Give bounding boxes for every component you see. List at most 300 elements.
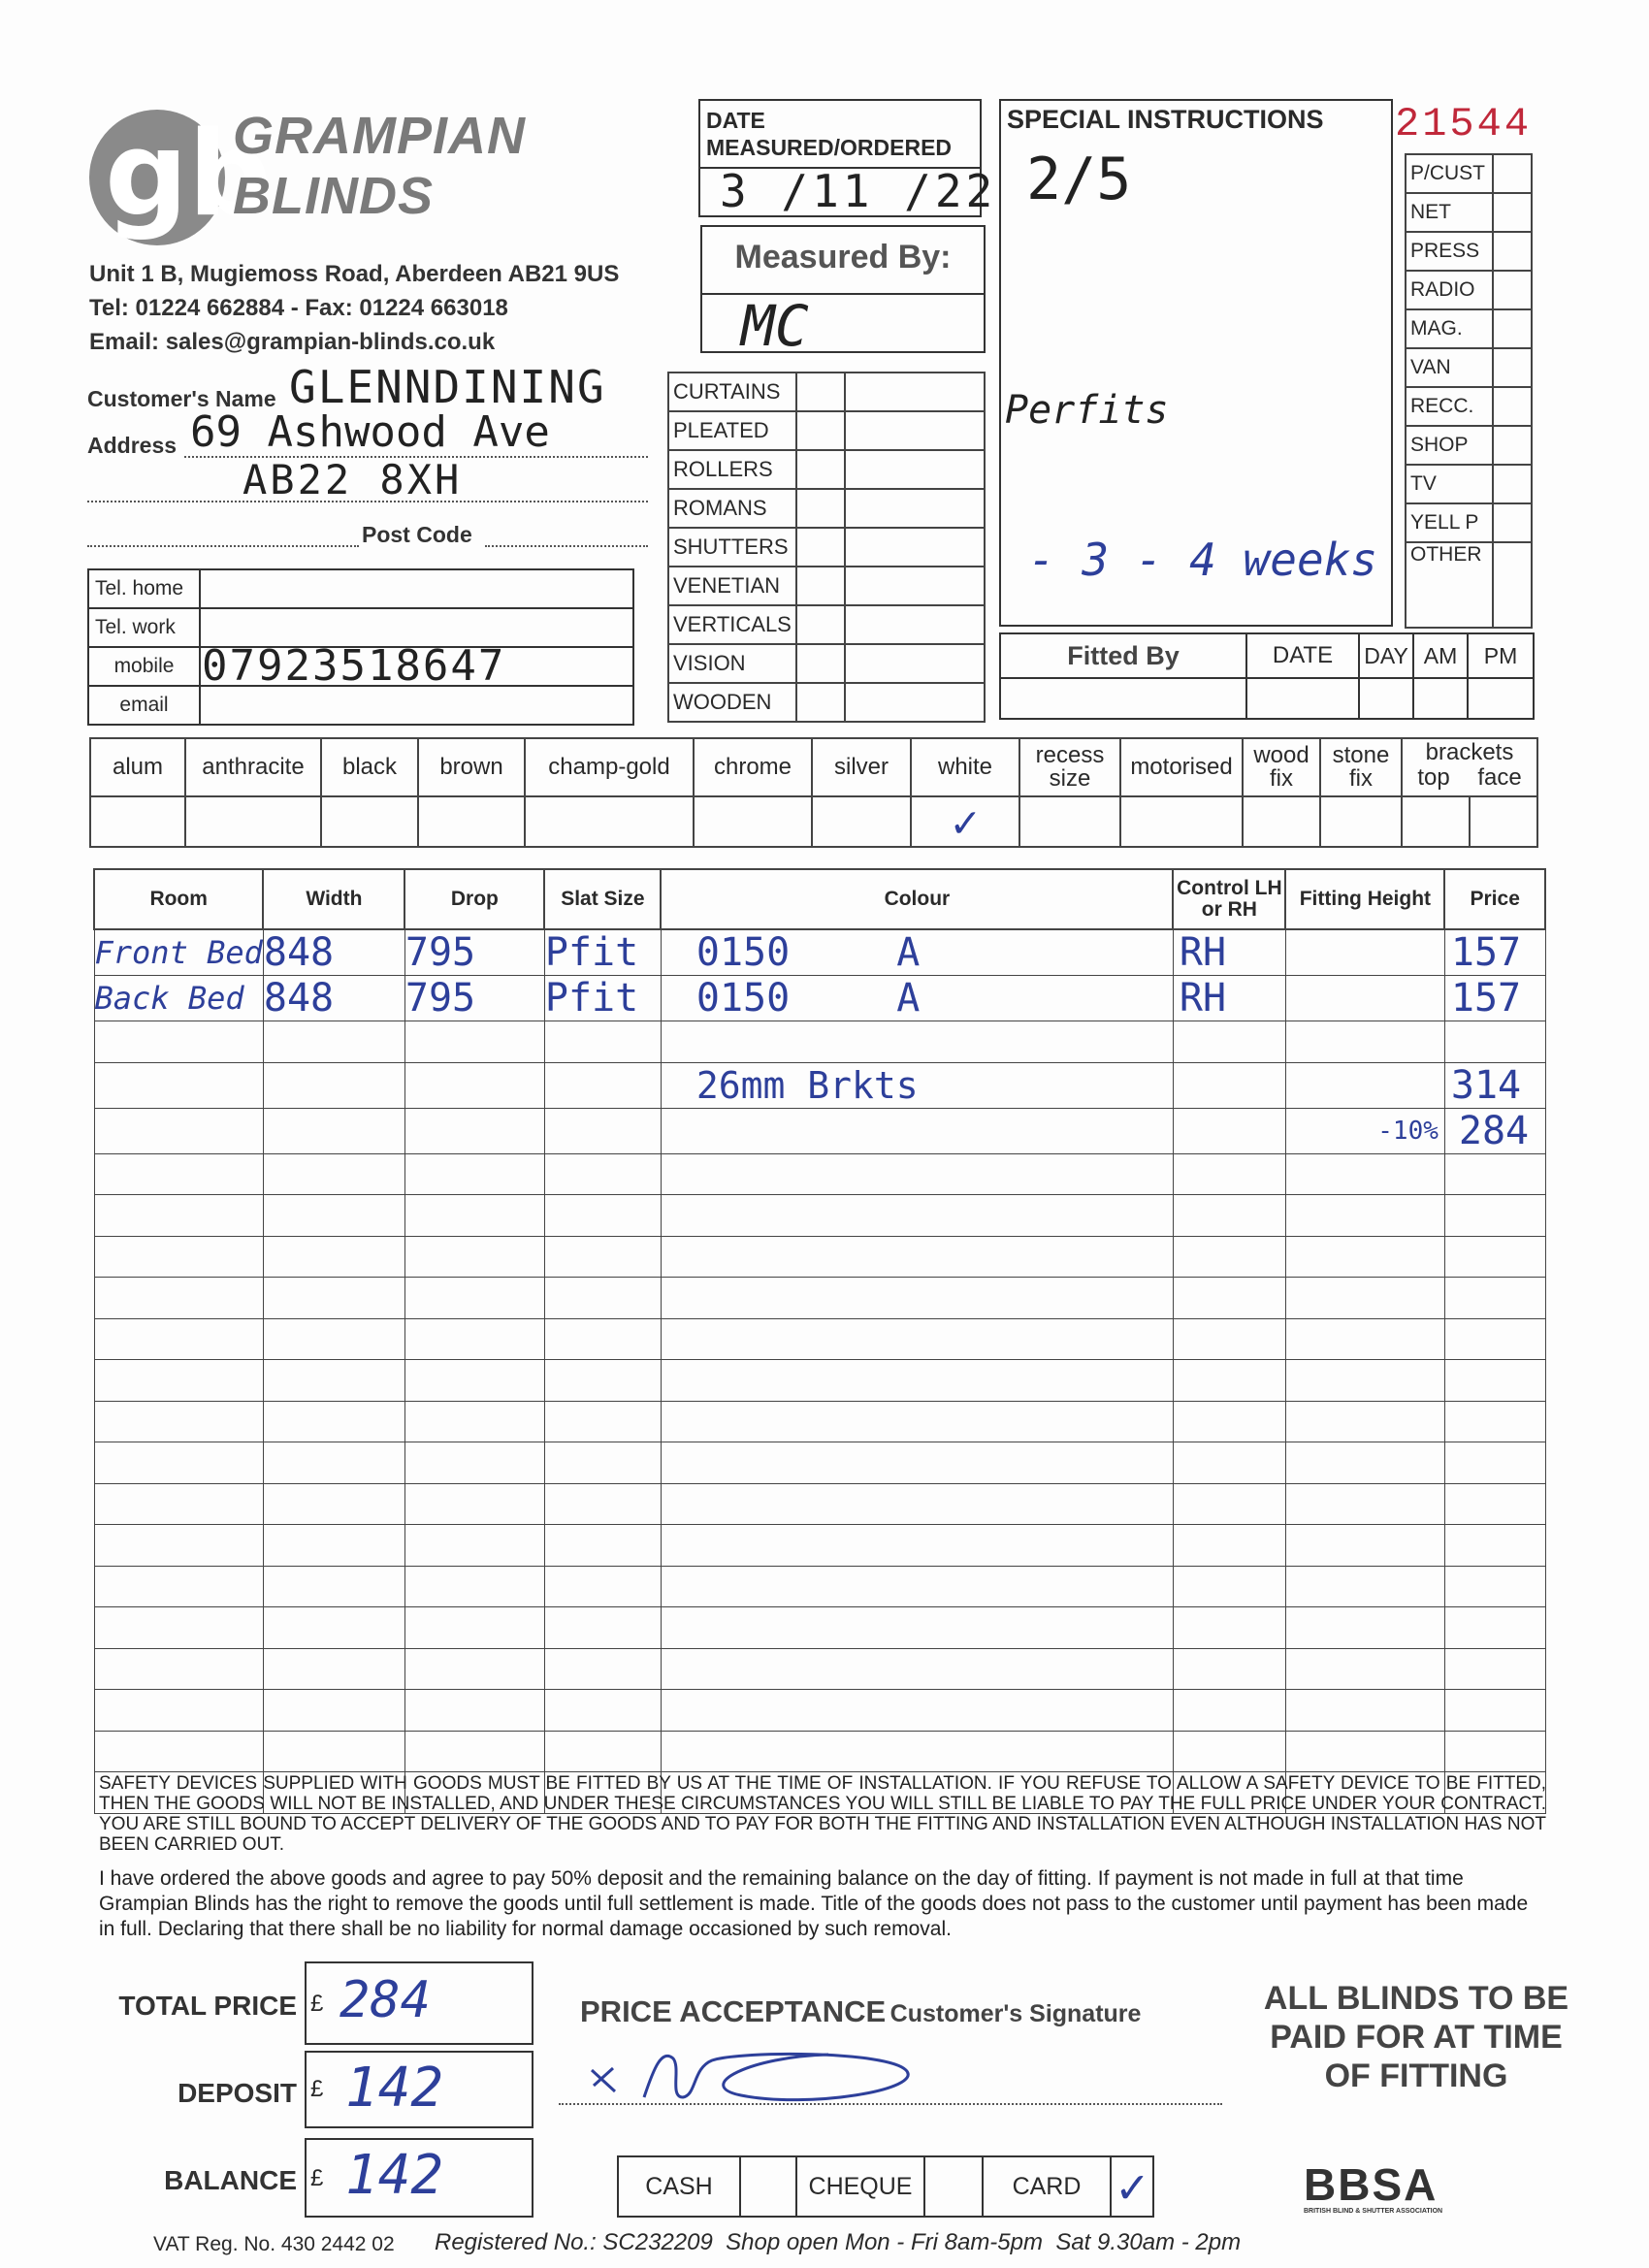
- cell-slat[interactable]: [544, 1690, 661, 1732]
- opt-brackets: [1402, 738, 1537, 796]
- cell-width[interactable]: [263, 1566, 404, 1607]
- source-check[interactable]: [1493, 309, 1532, 348]
- cell-colour[interactable]: [661, 1442, 1173, 1484]
- cell-drop[interactable]: [404, 1648, 544, 1690]
- cell-drop[interactable]: [404, 1690, 544, 1732]
- cell-width[interactable]: [263, 1360, 404, 1402]
- cell-drop[interactable]: [404, 1278, 544, 1319]
- table-row: [94, 1566, 1545, 1607]
- cell-width[interactable]: [263, 1731, 404, 1772]
- opt-motorised-check[interactable]: [1120, 796, 1243, 847]
- cell-price[interactable]: [1444, 1731, 1545, 1772]
- cell-width[interactable]: [263, 1690, 404, 1732]
- source-check[interactable]: [1493, 348, 1532, 387]
- table-row: [94, 1442, 1545, 1484]
- fitted-date-field[interactable]: [1246, 678, 1359, 719]
- source-check[interactable]: [1493, 503, 1532, 542]
- cell-colour[interactable]: [661, 1108, 1173, 1153]
- cell-colour[interactable]: [661, 1731, 1173, 1772]
- cell-drop[interactable]: [404, 1525, 544, 1567]
- cell-width[interactable]: [263, 1236, 404, 1278]
- logo-letters: gb: [105, 108, 272, 243]
- source-row: [1406, 154, 1532, 193]
- cell-slat[interactable]: [544, 1442, 661, 1484]
- cell-fitting[interactable]: -10%: [1285, 1108, 1444, 1153]
- cheque-check[interactable]: [924, 2156, 983, 2217]
- blind-type-label: ROLLERS: [668, 450, 796, 489]
- payment-notice: ALL BLINDS TO BE PAID FOR AT TIME OF FITTING: [1263, 1980, 1569, 2094]
- cell-fitting[interactable]: [1285, 1278, 1444, 1319]
- cell-drop[interactable]: 795: [404, 929, 544, 976]
- source-label: RECC.: [1406, 387, 1493, 426]
- cell-drop[interactable]: [404, 1731, 544, 1772]
- cell-slat[interactable]: [544, 1401, 661, 1442]
- cell-slat[interactable]: [544, 1731, 661, 1772]
- col-fitting-height: Fitting Height: [1285, 869, 1444, 929]
- cell-price[interactable]: 157: [1444, 929, 1545, 976]
- cell-slat[interactable]: [544, 1195, 661, 1237]
- cell-colour-code: A: [896, 930, 921, 975]
- cell-width[interactable]: [263, 1278, 404, 1319]
- source-row: [1406, 348, 1532, 387]
- blind-type-table: [667, 372, 986, 723]
- cell-drop[interactable]: [404, 1607, 544, 1649]
- opt-white-check[interactable]: ✓: [911, 796, 1019, 847]
- cell-drop[interactable]: [404, 1021, 544, 1063]
- cell-width[interactable]: [263, 1062, 404, 1108]
- cell-control[interactable]: [1173, 1318, 1285, 1360]
- blind-type-check[interactable]: [796, 567, 845, 605]
- cell-control[interactable]: [1173, 1566, 1285, 1607]
- company-logo: [89, 105, 535, 250]
- table-row: [94, 1021, 1545, 1063]
- cell-width[interactable]: [263, 1483, 404, 1525]
- blind-type-notes[interactable]: [845, 411, 985, 450]
- cell-control[interactable]: [1173, 1483, 1285, 1525]
- col-room: Room: [94, 869, 263, 929]
- blind-type-row: [668, 683, 985, 722]
- company-phone-fax: Tel: 01224 662884 - Fax: 01224 663018: [89, 295, 508, 321]
- cell-room[interactable]: [94, 1690, 263, 1732]
- opt-silver: silver: [812, 738, 911, 796]
- source-label: RADIO: [1406, 271, 1493, 309]
- source-check[interactable]: [1493, 542, 1532, 628]
- blind-type-notes[interactable]: [845, 567, 985, 605]
- source-label: VAN: [1406, 348, 1493, 387]
- cell-room[interactable]: [94, 1525, 263, 1567]
- opt-black-check[interactable]: [321, 796, 418, 847]
- cell-room[interactable]: [94, 1062, 263, 1108]
- cash-check[interactable]: [740, 2156, 796, 2217]
- table-row: [94, 1195, 1545, 1237]
- cell-slat[interactable]: Pfit: [544, 929, 661, 976]
- cell-drop[interactable]: [404, 1483, 544, 1525]
- cheque-label: CHEQUE: [796, 2156, 924, 2217]
- cell-price[interactable]: [1444, 1236, 1545, 1278]
- bbsa-text: BBSA: [1304, 2159, 1439, 2210]
- blind-type-check[interactable]: [796, 528, 845, 567]
- cell-drop[interactable]: [404, 1153, 544, 1195]
- email-label: email: [88, 686, 200, 725]
- blind-type-check[interactable]: [796, 450, 845, 489]
- cell-colour[interactable]: [661, 929, 1173, 976]
- special-instructions-line2[interactable]: Perfits: [1005, 388, 1169, 433]
- cell-slat[interactable]: [544, 1153, 661, 1195]
- cell-drop[interactable]: [404, 1236, 544, 1278]
- balance-label: BALANCE: [164, 2165, 297, 2195]
- cell-fitting[interactable]: [1285, 1731, 1444, 1772]
- cell-width[interactable]: [263, 1607, 404, 1649]
- price-acceptance-label: PRICE ACCEPTANCE: [580, 1994, 887, 2028]
- cell-fitting[interactable]: [1285, 1648, 1444, 1690]
- cell-colour[interactable]: [661, 1690, 1173, 1732]
- opt-brackets-top: top: [1417, 764, 1450, 791]
- agreement-terms: I have ordered the above goods and agree to pay 50% deposit and the remaining balance on the day of fitting. If payment is not made in full at that time Grampian Blinds has the right to remove the goods until full settlement is made. Title of the goods does not pass to the customer until payment has been made in full. Declaring that there shall be no liability for normal damage occasioned by such removal.: [99, 1867, 1529, 1940]
- total-price-label: TOTAL PRICE: [118, 1991, 297, 2021]
- cell-fitting[interactable]: [1285, 1195, 1444, 1237]
- cell-control[interactable]: RH: [1173, 976, 1285, 1021]
- opt-wood-fix-check[interactable]: [1243, 796, 1320, 847]
- deposit-box[interactable]: [305, 2051, 534, 2128]
- source-row: [1406, 465, 1532, 503]
- email-field[interactable]: [200, 686, 633, 725]
- cell-room[interactable]: [94, 1108, 263, 1153]
- cell-room[interactable]: [94, 1236, 263, 1278]
- cell-fitting[interactable]: [1285, 976, 1444, 1021]
- cell-room[interactable]: [94, 1021, 263, 1063]
- cell-colour[interactable]: [661, 1236, 1173, 1278]
- cell-price[interactable]: [1444, 1278, 1545, 1319]
- opt-anthracite-check[interactable]: [185, 796, 321, 847]
- cell-room[interactable]: [94, 1566, 263, 1607]
- cell-fitting[interactable]: [1285, 1483, 1444, 1525]
- cell-room[interactable]: [94, 1648, 263, 1690]
- opt-brackets-face: face: [1477, 764, 1522, 791]
- blind-type-row: [668, 567, 985, 605]
- cell-price[interactable]: [1444, 1566, 1545, 1607]
- cell-drop[interactable]: [404, 1062, 544, 1108]
- cell-drop[interactable]: [404, 1360, 544, 1402]
- blind-type-notes[interactable]: [845, 489, 985, 528]
- date-label: DATE MEASURED/ORDERED: [706, 108, 953, 160]
- blind-type-row: [668, 450, 985, 489]
- table-row: [94, 1318, 1545, 1360]
- special-instructions-line3[interactable]: - 3 - 4 weeks: [1028, 534, 1378, 586]
- cell-slat[interactable]: [544, 1278, 661, 1319]
- cell-control[interactable]: [1173, 1153, 1285, 1195]
- opt-recess-check[interactable]: [1019, 796, 1120, 847]
- fitted-by-field[interactable]: [1000, 678, 1246, 719]
- cell-drop[interactable]: [404, 1401, 544, 1442]
- tel-work-label: Tel. work: [88, 608, 200, 647]
- cell-slat[interactable]: [544, 1108, 661, 1153]
- opt-stone-fix-check[interactable]: [1320, 796, 1402, 847]
- blind-type-check[interactable]: [796, 489, 845, 528]
- phone-table: [87, 568, 634, 726]
- total-price-box[interactable]: [305, 1961, 534, 2045]
- cell-control[interactable]: [1173, 1062, 1285, 1108]
- date-value[interactable]: 3 /11 /22: [720, 165, 997, 217]
- cell-width[interactable]: [263, 1648, 404, 1690]
- source-row: [1406, 542, 1532, 628]
- cell-width[interactable]: 848: [263, 929, 404, 976]
- cell-slat[interactable]: [544, 1062, 661, 1108]
- cell-room[interactable]: [94, 1278, 263, 1319]
- blind-type-check[interactable]: [796, 411, 845, 450]
- cell-room[interactable]: [94, 1318, 263, 1360]
- cell-control[interactable]: [1173, 1648, 1285, 1690]
- cell-width[interactable]: [263, 1318, 404, 1360]
- source-check[interactable]: [1493, 193, 1532, 232]
- balance-box[interactable]: [305, 2138, 534, 2218]
- cell-width[interactable]: [263, 1525, 404, 1567]
- cell-slat[interactable]: [544, 1360, 661, 1402]
- blind-type-notes[interactable]: [845, 644, 985, 683]
- postcode-label: Post Code: [362, 522, 472, 547]
- cell-slat[interactable]: [544, 1607, 661, 1649]
- source-label: OTHER: [1406, 542, 1493, 628]
- cell-slat[interactable]: [544, 1236, 661, 1278]
- opt-alum: alum: [90, 738, 185, 796]
- cell-room[interactable]: [94, 1153, 263, 1195]
- cell-colour[interactable]: [661, 1483, 1173, 1525]
- fitted-date-label: DATE: [1246, 633, 1359, 678]
- fitted-am-field[interactable]: [1413, 678, 1468, 719]
- cell-colour[interactable]: [661, 1566, 1173, 1607]
- blind-type-notes[interactable]: [845, 373, 985, 411]
- measured-by-box: [700, 225, 986, 359]
- address-line1[interactable]: 69 Ashwood Ave: [190, 407, 550, 457]
- blind-type-notes[interactable]: [845, 683, 985, 722]
- cell-colour[interactable]: [661, 1648, 1173, 1690]
- cell-width[interactable]: [263, 1195, 404, 1237]
- cell-price[interactable]: 314: [1444, 1062, 1545, 1108]
- cell-fitting[interactable]: [1285, 1153, 1444, 1195]
- opt-brackets-top-check[interactable]: [1402, 796, 1470, 847]
- opt-chrome-check[interactable]: [694, 796, 812, 847]
- cell-slat[interactable]: [544, 1525, 661, 1567]
- cell-room[interactable]: [94, 1195, 263, 1237]
- blind-type-row: [668, 373, 985, 411]
- card-check[interactable]: ✓: [1111, 2156, 1153, 2217]
- opt-white: white: [911, 738, 1019, 796]
- special-instructions-box: [999, 99, 1393, 627]
- cell-room[interactable]: [94, 1442, 263, 1484]
- cell-fitting[interactable]: [1285, 1318, 1444, 1360]
- cell-drop[interactable]: 795: [404, 976, 544, 1021]
- fitted-day-field[interactable]: [1359, 678, 1413, 719]
- cell-price[interactable]: [1444, 1525, 1545, 1567]
- cell-price[interactable]: [1444, 1360, 1545, 1402]
- cell-width[interactable]: [263, 1021, 404, 1063]
- cell-price[interactable]: 157: [1444, 976, 1545, 1021]
- customer-name-label: Customer's Name: [87, 386, 276, 411]
- cell-room[interactable]: [94, 1483, 263, 1525]
- address-line2[interactable]: AB22 8XH: [242, 456, 463, 503]
- cell-fitting[interactable]: [1285, 1607, 1444, 1649]
- cell-price[interactable]: [1444, 1195, 1545, 1237]
- cell-room[interactable]: [94, 1360, 263, 1402]
- date-box: [698, 99, 997, 217]
- cell-control[interactable]: [1173, 1236, 1285, 1278]
- cell-control[interactable]: [1173, 1607, 1285, 1649]
- cell-slat[interactable]: [544, 1566, 661, 1607]
- cell-fitting[interactable]: [1285, 1566, 1444, 1607]
- blind-type-check[interactable]: [796, 605, 845, 644]
- table-row: [94, 1278, 1545, 1319]
- cell-colour[interactable]: [661, 1278, 1173, 1319]
- cell-slat[interactable]: Pfit: [544, 976, 661, 1021]
- col-price: Price: [1444, 869, 1545, 929]
- source-check[interactable]: [1493, 154, 1532, 193]
- cell-control[interactable]: [1173, 1731, 1285, 1772]
- source-check[interactable]: [1493, 271, 1532, 309]
- cell-drop[interactable]: [404, 1108, 544, 1153]
- customer-name-value[interactable]: GLENNDINING: [289, 361, 606, 413]
- blind-type-row: [668, 528, 985, 567]
- cell-room[interactable]: Front Bed: [94, 929, 263, 976]
- source-check[interactable]: [1493, 387, 1532, 426]
- cell-control[interactable]: [1173, 1401, 1285, 1442]
- tel-home-field[interactable]: [200, 569, 633, 608]
- cell-control[interactable]: [1173, 1690, 1285, 1732]
- cell-fitting[interactable]: [1285, 1236, 1444, 1278]
- cell-control[interactable]: [1173, 1278, 1285, 1319]
- cell-fitting[interactable]: [1285, 1442, 1444, 1484]
- cell-control[interactable]: [1173, 1360, 1285, 1402]
- source-label: PRESS: [1406, 232, 1493, 271]
- cell-price[interactable]: [1444, 1401, 1545, 1442]
- measured-by-value[interactable]: MC: [741, 293, 809, 359]
- source-check[interactable]: [1493, 465, 1532, 503]
- blind-type-notes[interactable]: [845, 528, 985, 567]
- source-check[interactable]: [1493, 232, 1532, 271]
- opt-champ-gold-check[interactable]: [525, 796, 694, 847]
- cell-width[interactable]: [263, 1442, 404, 1484]
- cell-price[interactable]: [1444, 1318, 1545, 1360]
- cell-fitting[interactable]: [1285, 1525, 1444, 1567]
- opt-brown-check[interactable]: [418, 796, 525, 847]
- cell-control[interactable]: [1173, 1195, 1285, 1237]
- mobile-value[interactable]: 07923518647: [200, 647, 633, 686]
- source-row: [1406, 387, 1532, 426]
- cell-drop[interactable]: [404, 1442, 544, 1484]
- table-row: [94, 929, 1545, 976]
- mobile-label: mobile: [88, 647, 200, 686]
- cell-fitting[interactable]: [1285, 929, 1444, 976]
- cell-price[interactable]: [1444, 1483, 1545, 1525]
- cell-colour[interactable]: [661, 1360, 1173, 1402]
- cell-room[interactable]: [94, 1731, 263, 1772]
- balance-value[interactable]: 142: [345, 2144, 444, 2207]
- cell-control[interactable]: RH: [1173, 929, 1285, 976]
- source-table: [1405, 153, 1533, 629]
- table-row: [94, 1607, 1545, 1649]
- blind-type-label: WOODEN: [668, 683, 796, 722]
- table-row: [94, 1236, 1545, 1278]
- opt-brackets-face-check[interactable]: [1470, 796, 1537, 847]
- cell-colour[interactable]: [661, 976, 1173, 1021]
- opt-alum-check[interactable]: [90, 796, 185, 847]
- cell-fitting[interactable]: [1285, 1021, 1444, 1063]
- cash-label: CASH: [618, 2156, 740, 2217]
- cell-slat[interactable]: [544, 1021, 661, 1063]
- special-instructions-line1[interactable]: 2/5: [1026, 146, 1132, 213]
- source-label: MAG.: [1406, 309, 1493, 348]
- deposit-value[interactable]: 142: [345, 2057, 444, 2120]
- cell-price[interactable]: [1444, 1607, 1545, 1649]
- cell-fitting[interactable]: [1285, 1401, 1444, 1442]
- cell-drop[interactable]: [404, 1318, 544, 1360]
- cell-width[interactable]: [263, 1153, 404, 1195]
- cell-colour[interactable]: [661, 1318, 1173, 1360]
- blind-type-notes[interactable]: [845, 450, 985, 489]
- cell-price[interactable]: [1444, 1690, 1545, 1732]
- total-price-value[interactable]: 284: [340, 1971, 431, 2029]
- fitted-am-label: AM: [1413, 633, 1468, 678]
- company-email: Email: sales@grampian-blinds.co.uk: [89, 329, 496, 355]
- source-row: [1406, 232, 1532, 271]
- opt-brackets-label: brackets: [1425, 739, 1514, 765]
- cell-room[interactable]: [94, 1401, 263, 1442]
- company-contact: [89, 257, 671, 359]
- cell-slat[interactable]: [544, 1648, 661, 1690]
- opt-silver-check[interactable]: [812, 796, 911, 847]
- cell-colour[interactable]: [661, 1153, 1173, 1195]
- cell-price[interactable]: [1444, 1648, 1545, 1690]
- cell-price[interactable]: [1444, 1442, 1545, 1484]
- cell-colour[interactable]: [661, 1607, 1173, 1649]
- cell-control[interactable]: [1173, 1442, 1285, 1484]
- measured-by-label: Measured By:: [734, 239, 952, 275]
- cell-width[interactable]: [263, 1108, 404, 1153]
- source-check[interactable]: [1493, 426, 1532, 465]
- cell-width[interactable]: 848: [263, 976, 404, 1021]
- cell-colour[interactable]: [661, 1525, 1173, 1567]
- col-colour: Colour: [661, 869, 1173, 929]
- cell-price[interactable]: 284: [1444, 1108, 1545, 1153]
- cell-fitting[interactable]: [1285, 1360, 1444, 1402]
- blind-type-notes[interactable]: [845, 605, 985, 644]
- cell-colour[interactable]: [661, 1021, 1173, 1063]
- col-drop: Drop: [404, 869, 544, 929]
- blind-type-check[interactable]: [796, 683, 845, 722]
- cell-slat[interactable]: [544, 1483, 661, 1525]
- cell-price[interactable]: [1444, 1153, 1545, 1195]
- table-row: [94, 1153, 1545, 1195]
- blind-type-check[interactable]: [796, 644, 845, 683]
- cell-fitting[interactable]: [1285, 1062, 1444, 1108]
- cell-control[interactable]: [1173, 1525, 1285, 1567]
- cell-width[interactable]: [263, 1401, 404, 1442]
- fitted-pm-field[interactable]: [1468, 678, 1534, 719]
- cell-drop[interactable]: [404, 1195, 544, 1237]
- cell-colour[interactable]: [661, 1195, 1173, 1237]
- cell-colour[interactable]: 26mm Brkts: [661, 1062, 1173, 1108]
- cell-slat[interactable]: [544, 1318, 661, 1360]
- opt-motorised: motorised: [1120, 738, 1243, 796]
- cell-room[interactable]: [94, 1607, 263, 1649]
- cell-room[interactable]: Back Bed: [94, 976, 263, 1021]
- cell-fitting[interactable]: [1285, 1690, 1444, 1732]
- blind-type-row: [668, 489, 985, 528]
- cell-colour[interactable]: [661, 1401, 1173, 1442]
- cell-price[interactable]: [1444, 1021, 1545, 1063]
- cell-control[interactable]: [1173, 1108, 1285, 1153]
- blind-type-check[interactable]: [796, 373, 845, 411]
- cell-control[interactable]: [1173, 1021, 1285, 1063]
- cell-drop[interactable]: [404, 1566, 544, 1607]
